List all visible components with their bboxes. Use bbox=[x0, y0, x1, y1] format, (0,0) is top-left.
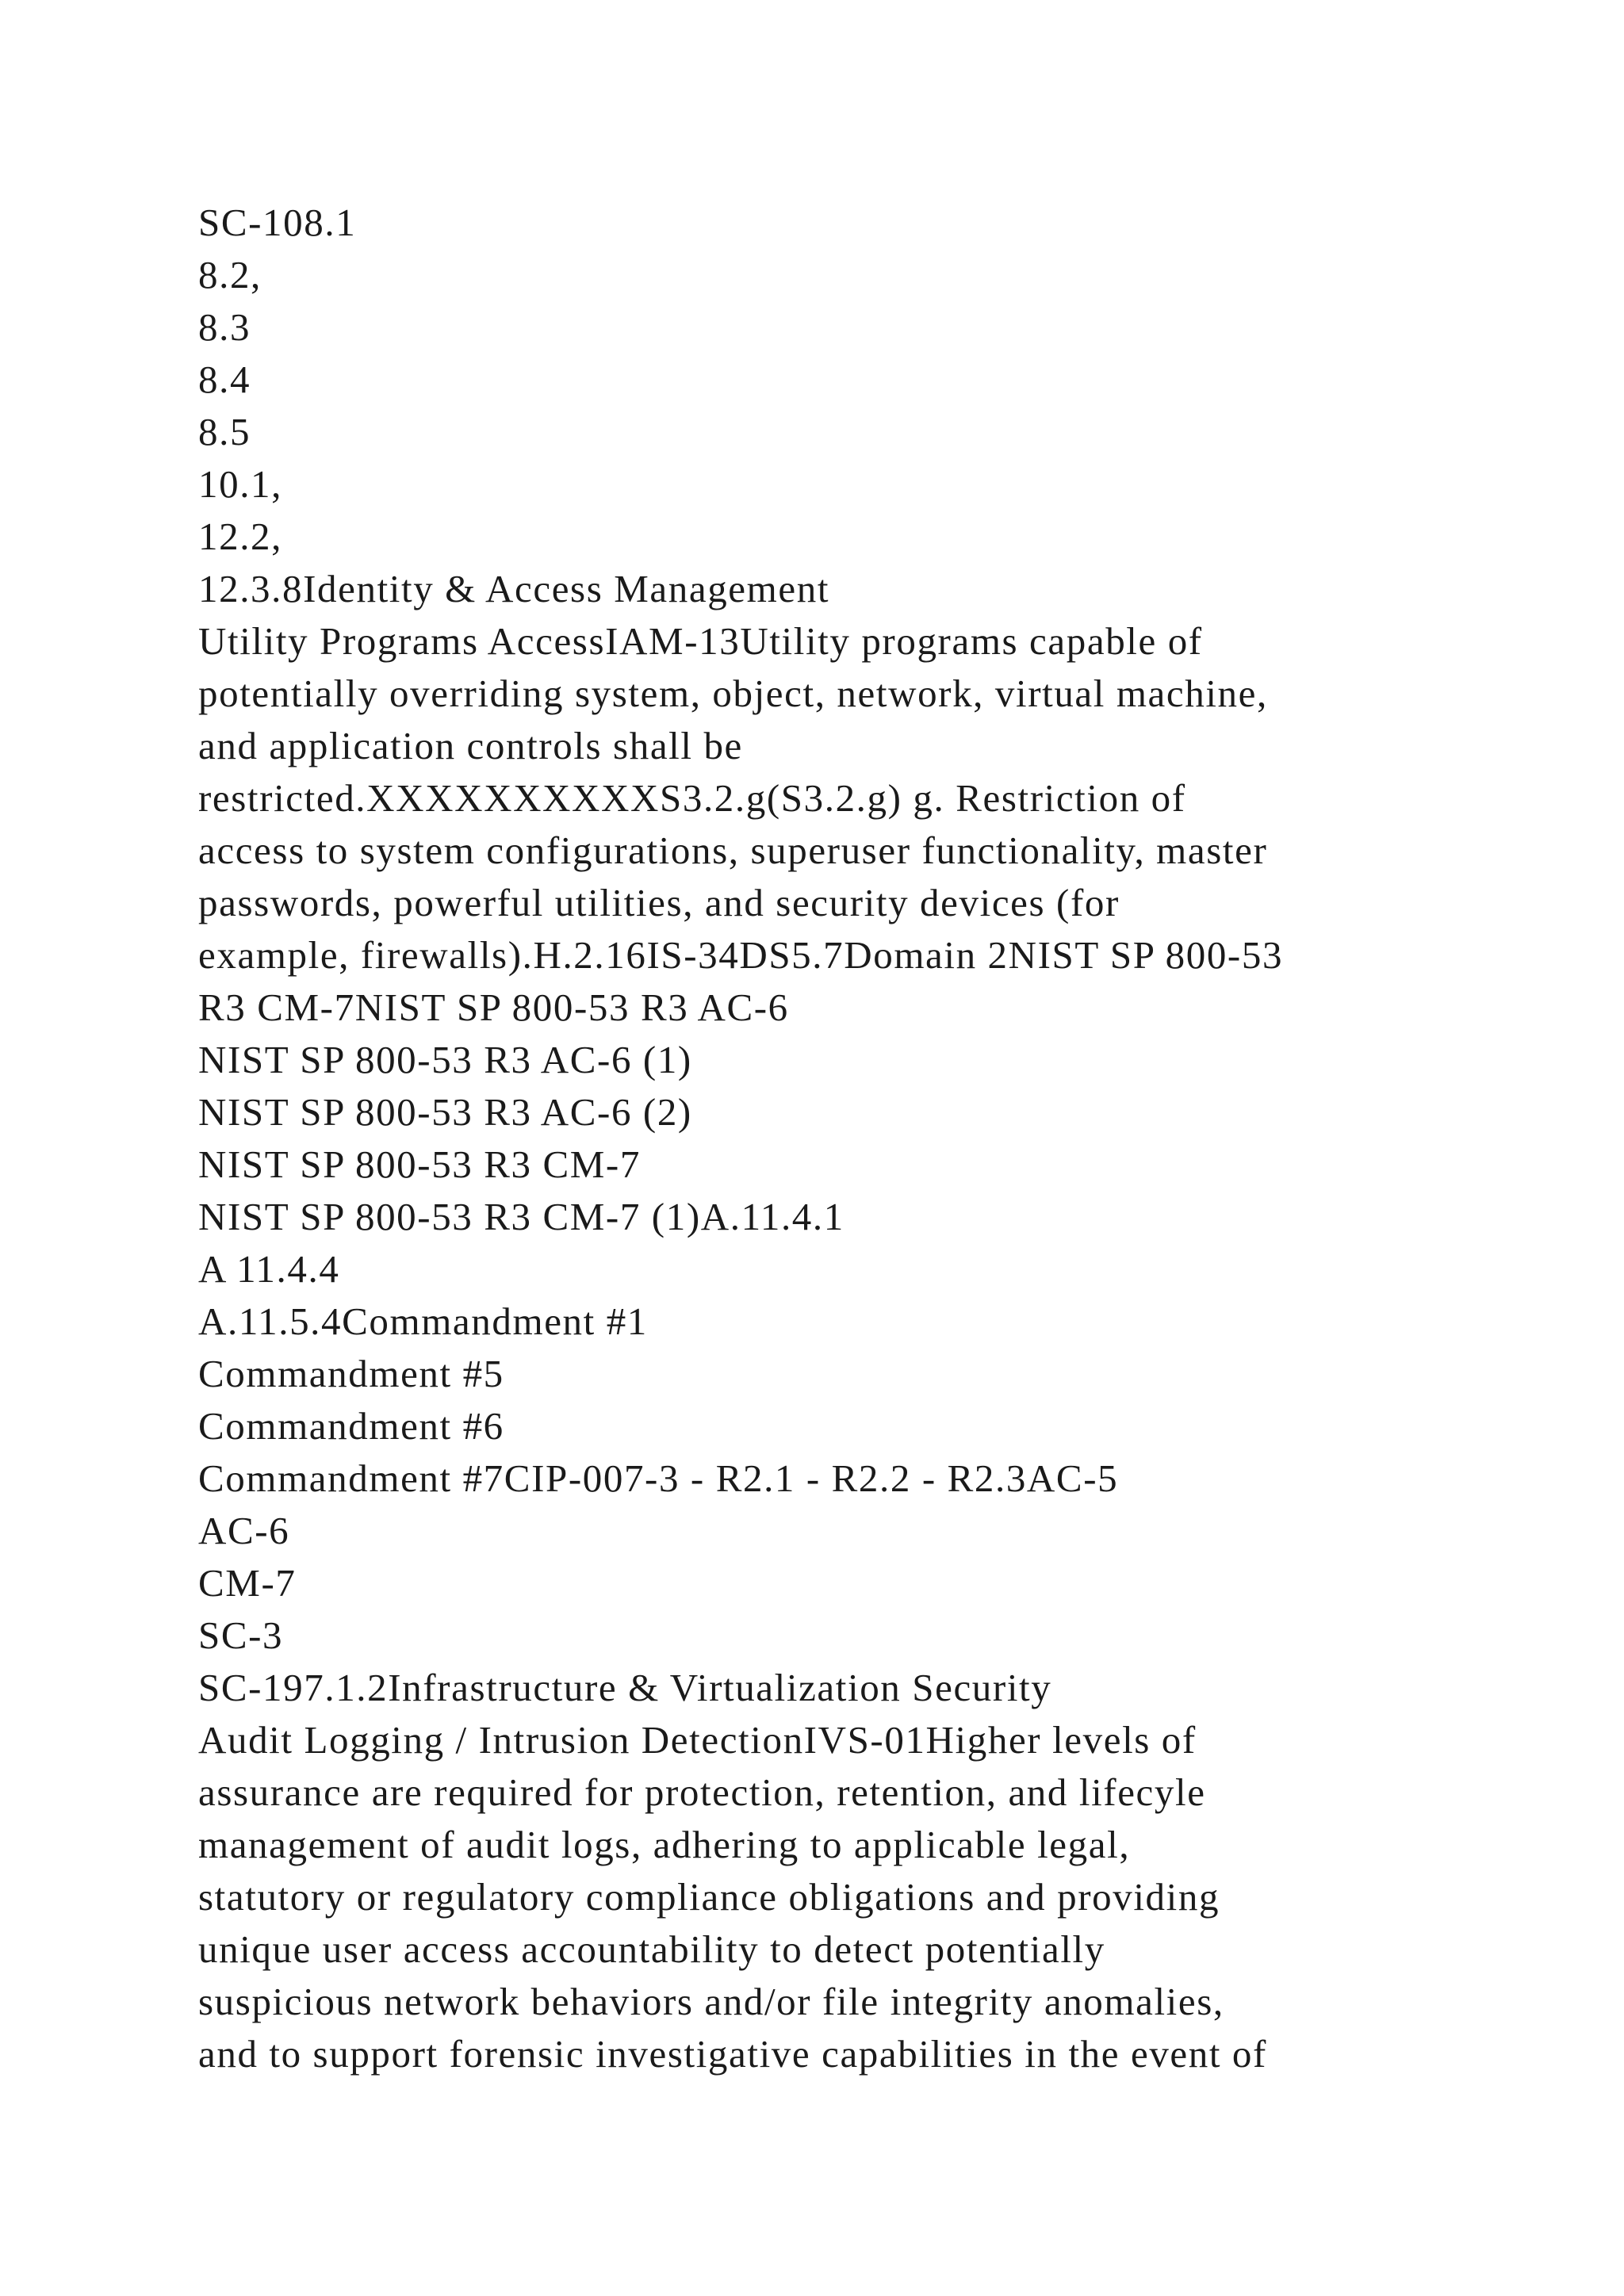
text-line: and to support forensic investigative capabilities in the event of bbox=[198, 2032, 1267, 2076]
text-line: AC-6 bbox=[198, 1509, 290, 1552]
text-line: potentially overriding system, object, network, virtual machine, bbox=[198, 672, 1268, 715]
text-line: NIST SP 800-53 R3 CM-7 (1)A.11.4.1 bbox=[198, 1195, 845, 1238]
text-line: access to system configurations, superuser functionality, master bbox=[198, 828, 1268, 872]
text-line: CM-7 bbox=[198, 1561, 297, 1605]
text-line: NIST SP 800-53 R3 AC-6 (2) bbox=[198, 1090, 692, 1134]
text-line: A 11.4.4 bbox=[198, 1247, 340, 1291]
text-line: unique user access accountability to detect potentially bbox=[198, 1927, 1105, 1971]
text-line: 8.3 bbox=[198, 305, 251, 349]
text-line: Commandment #6 bbox=[198, 1404, 504, 1448]
text-line: Audit Logging / Intrusion DetectionIVS-01Higher levels of bbox=[198, 1718, 1197, 1762]
text-line: assurance are required for protection, retention, and lifecyle bbox=[198, 1770, 1206, 1814]
text-line: Commandment #5 bbox=[198, 1352, 504, 1395]
text-line: Utility Programs AccessIAM-13Utility programs capable of bbox=[198, 619, 1203, 663]
text-line: 8.4 bbox=[198, 358, 251, 401]
text-line: SC-3 bbox=[198, 1613, 284, 1657]
text-line: and application controls shall be bbox=[198, 724, 743, 767]
text-line: passwords, powerful utilities, and security devices (for bbox=[198, 881, 1120, 924]
text-line: management of audit logs, adhering to applicable legal, bbox=[198, 1823, 1131, 1866]
text-line: statutory or regulatory compliance obligations and providing bbox=[198, 1875, 1220, 1919]
text-line: NIST SP 800-53 R3 CM-7 bbox=[198, 1142, 641, 1186]
text-line: 8.5 bbox=[198, 410, 251, 453]
text-line: example, firewalls).H.2.16IS-34DS5.7Domain 2NIST SP 800-53 bbox=[198, 933, 1284, 977]
text-line: 10.1, bbox=[198, 462, 282, 506]
document-body-text bbox=[198, 197, 1467, 2080]
text-line: NIST SP 800-53 R3 AC-6 (1) bbox=[198, 1038, 692, 1081]
text-line: R3 CM-7NIST SP 800-53 R3 AC-6 bbox=[198, 985, 789, 1029]
text-line: suspicious network behaviors and/or file integrity anomalies, bbox=[198, 1980, 1224, 2023]
text-line: 8.2, bbox=[198, 253, 262, 297]
text-line: Commandment #7CIP-007-3 - R2.1 - R2.2 - R2.3AC-5 bbox=[198, 1456, 1119, 1500]
text-line: SC-108.1 bbox=[198, 201, 357, 244]
text-line: SC-197.1.2Infrastructure & Virtualization Security bbox=[198, 1666, 1052, 1709]
text-line: 12.3.8Identity & Access Management bbox=[198, 567, 830, 610]
text-line: 12.2, bbox=[198, 515, 282, 558]
text-line: restricted.XXXXXXXXXXS3.2.g(S3.2.g) g. Restriction of bbox=[198, 776, 1186, 820]
text-line: A.11.5.4Commandment #1 bbox=[198, 1299, 648, 1343]
